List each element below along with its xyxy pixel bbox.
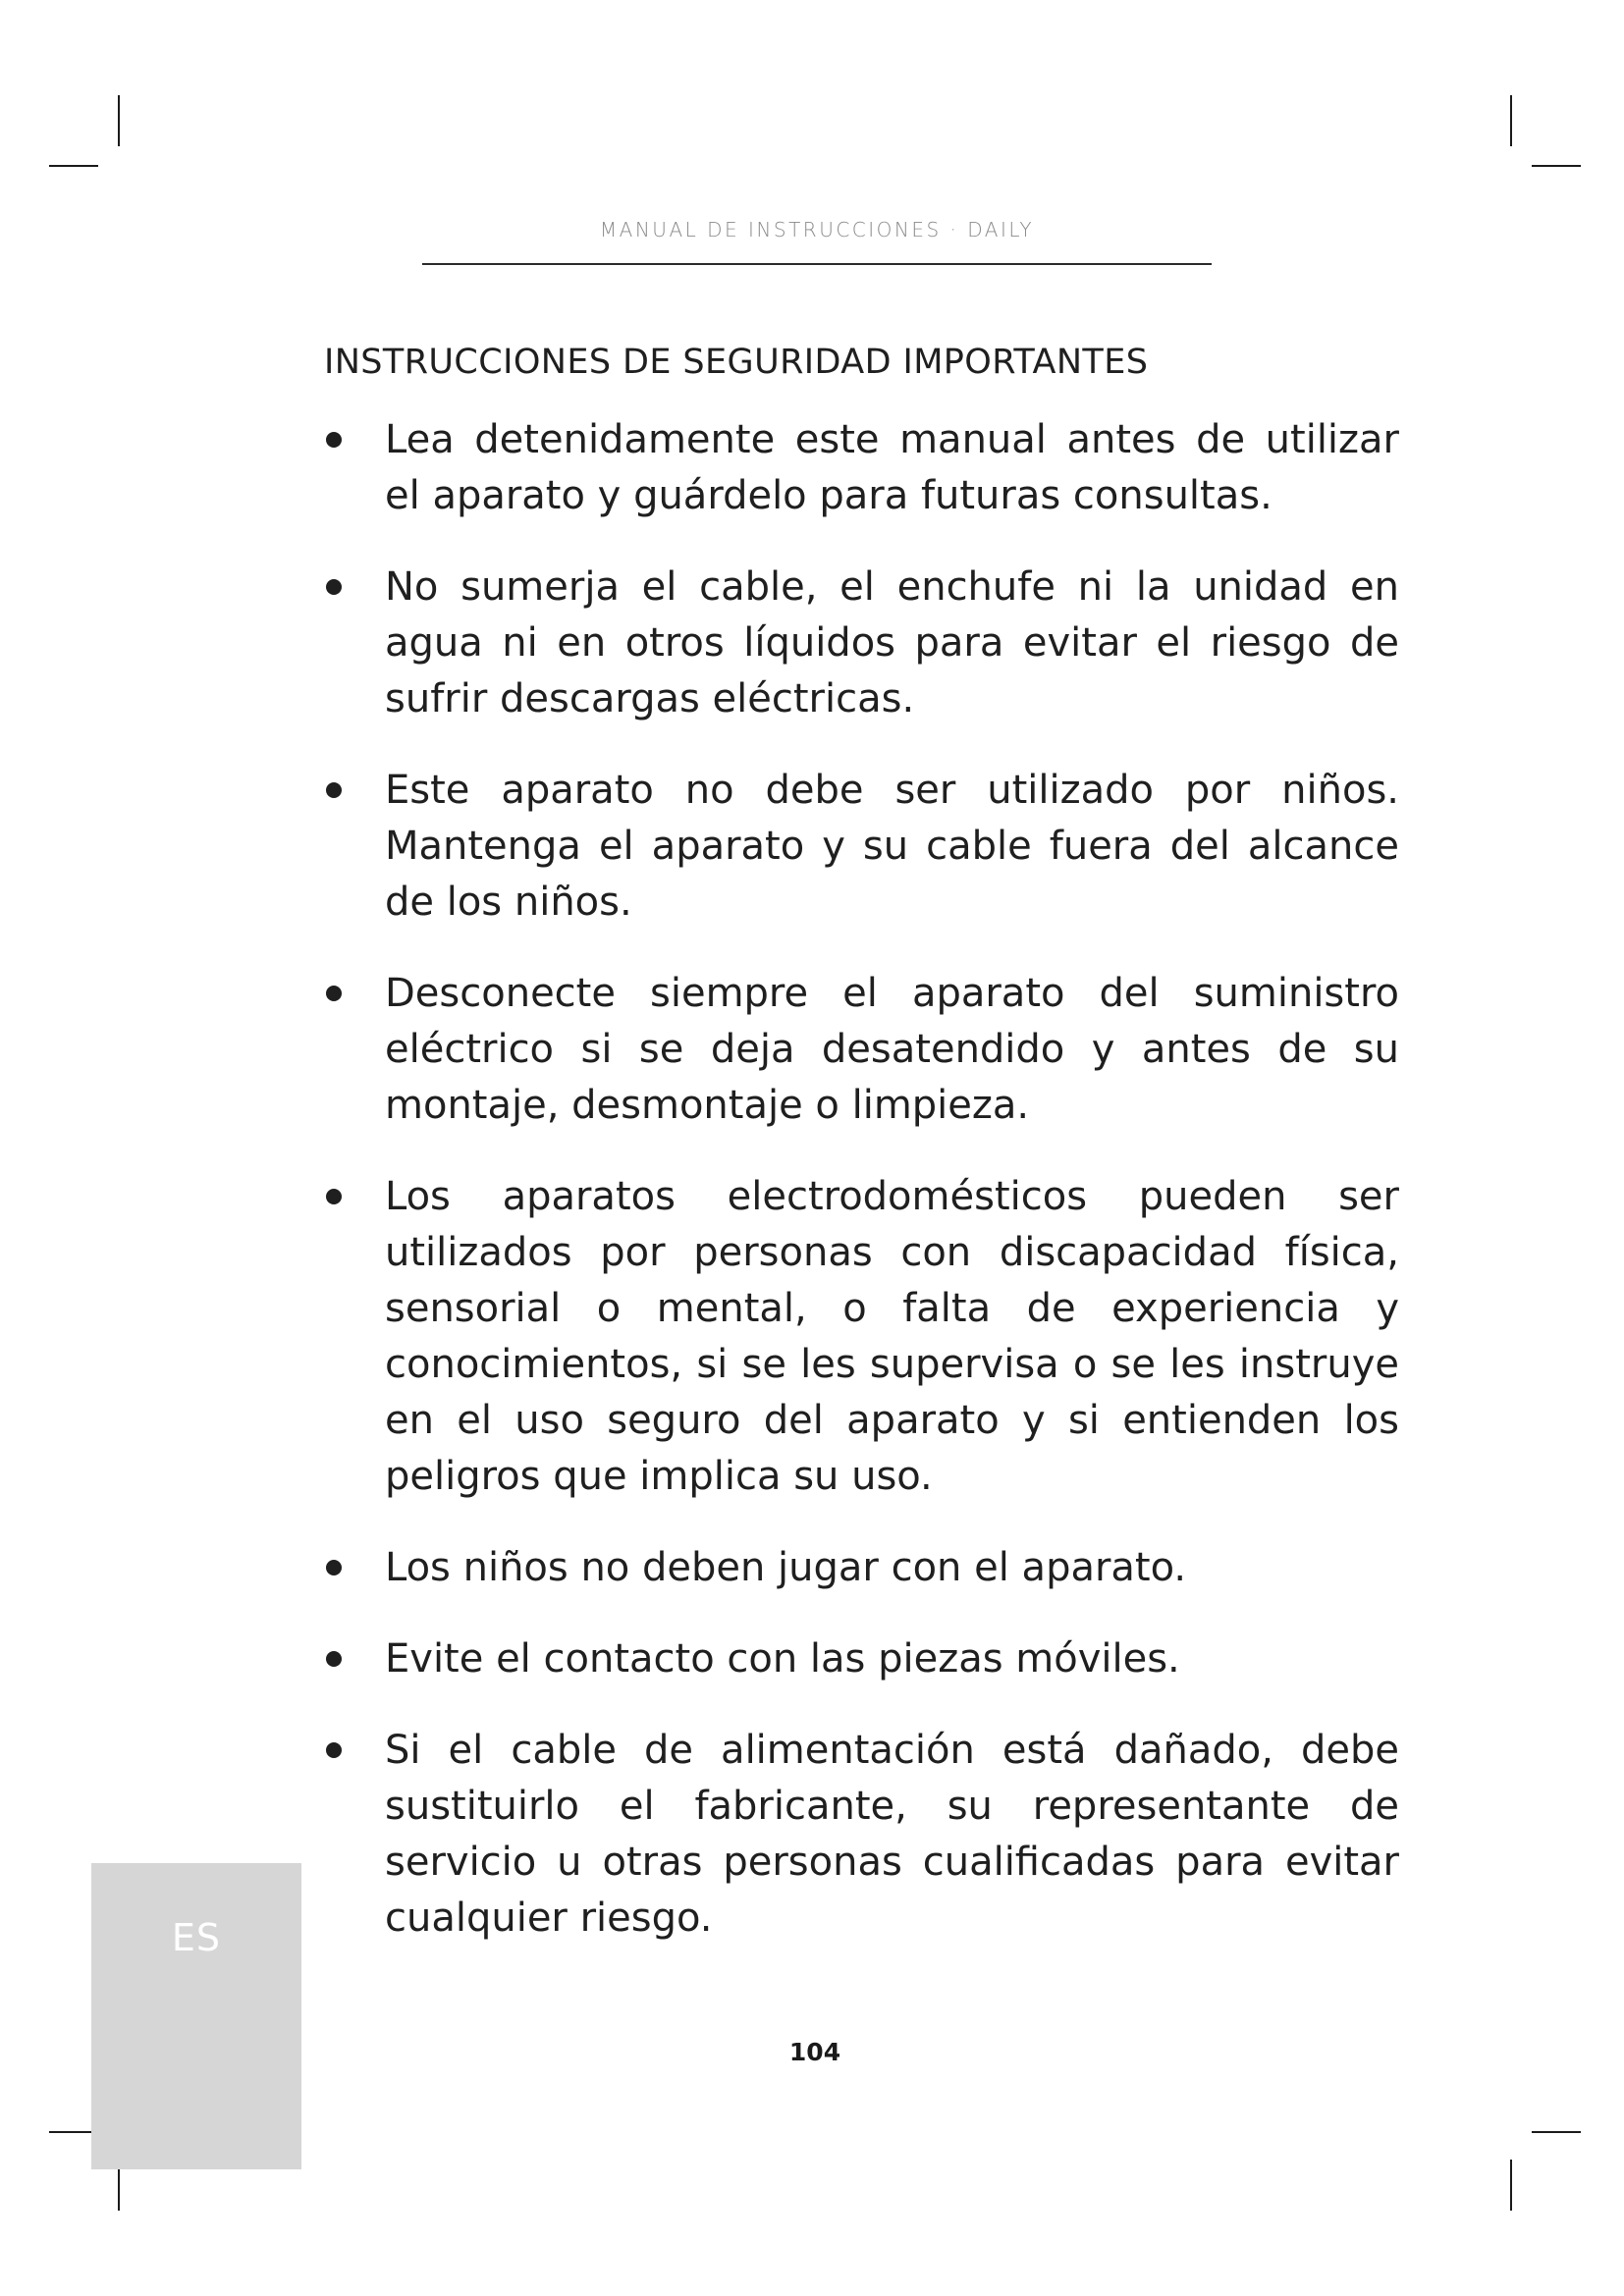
list-item [324, 1540, 1399, 1596]
bullet-icon [326, 1560, 342, 1575]
list-item-text: Si el cable de alimentación está dañado, debe sustituirlo el fabricante, su representante de servicio u otras personas cualificadas para evitar cualquier riesgo. [385, 1728, 1399, 1941]
safety-instructions-list [324, 412, 1399, 1982]
bullet-icon [326, 579, 342, 595]
list-item-text: Evite el contacto con las piezas móviles. [385, 1636, 1180, 1682]
crop-mark-bottom-right-vertical [1510, 2160, 1512, 2211]
list-item [324, 1169, 1399, 1505]
list-item [324, 412, 1399, 524]
list-item-text: Los aparatos electrodomésticos pueden ser utilizados por personas con discapacidad física, sensorial o mental, o falta de experiencia y conocimientos, si se les supervisa o se les instruye en el uso seguro del aparato y si entienden los peligros que implica su uso. [385, 1174, 1399, 1499]
crop-mark-top-left-vertical [118, 95, 120, 146]
bullet-icon [326, 1189, 342, 1204]
section-title: INSTRUCCIONES DE SEGURIDAD IMPORTANTES [324, 343, 1149, 382]
list-item [324, 1723, 1399, 1947]
bullet-icon [326, 986, 342, 1001]
bullet-icon [326, 782, 342, 798]
list-item [324, 1631, 1399, 1687]
bullet-icon [326, 1651, 342, 1667]
list-item-text: Desconecte siempre el aparato del suministro eléctrico si se deja desatendido y antes de su montaje, desmontaje o limpieza. [385, 971, 1399, 1128]
list-item [324, 763, 1399, 931]
language-tab [91, 1863, 301, 2169]
list-item-text: Lea detenidamente este manual antes de utilizar el aparato y guárdelo para futuras consultas. [385, 417, 1399, 518]
bullet-icon [326, 432, 342, 448]
running-header: MANUAL DE INSTRUCCIONES · DAILY [599, 218, 1035, 241]
list-item-text: Los niños no deben jugar con el aparato. [385, 1545, 1187, 1590]
crop-mark-top-left-horizontal [49, 165, 98, 167]
page-number: 104 [788, 2038, 841, 2066]
list-item-text: No sumerja el cable, el enchufe ni la unidad en agua ni en otros líquidos para evitar el riesgo de sufrir descargas eléctricas. [385, 564, 1399, 721]
header-rule [422, 263, 1212, 265]
bullet-icon [326, 1742, 342, 1758]
crop-mark-top-right-horizontal [1532, 165, 1581, 167]
list-item [324, 560, 1399, 727]
list-item [324, 966, 1399, 1134]
crop-mark-bottom-right-horizontal [1532, 2131, 1581, 2133]
list-item-text: Este aparato no debe ser utilizado por niños. Mantenga el aparato y su cable fuera del alcance de los niños. [385, 768, 1399, 925]
crop-mark-top-right-vertical [1510, 95, 1512, 146]
language-tab-label: ES [171, 1916, 222, 1959]
